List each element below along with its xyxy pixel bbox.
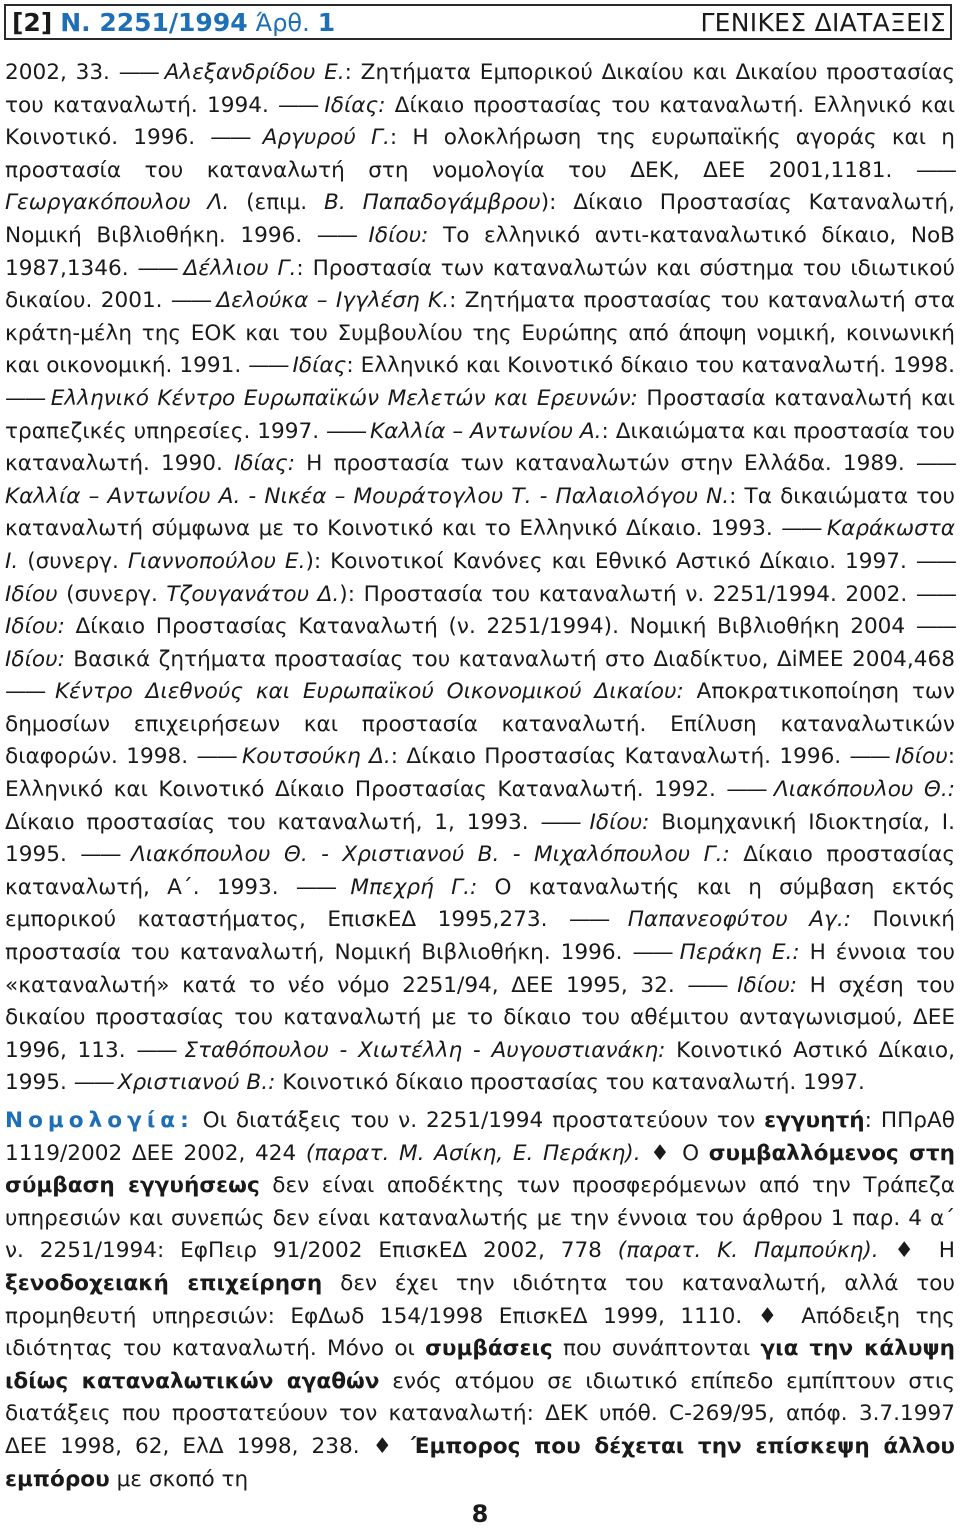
case-law-paragraph: Νομολογία: Οι διατάξεις του ν. 2251/1994 προστατεύουν τον εγγυητή: ΠΠρΑθ 1119/2002 ΔΕΕ 2002, 424 (παρατ. Μ. Ασίκη, Ε. Περάκη). ♦ Ο συμβαλλόμενος στη σύμβαση εγγυήσεως δεν είναι αποδέκτης των προσφερόμενων από την Τράπεζα υπηρεσιών και συνεπώς δεν είναι καταναλωτής με την έννοια του άρθρου 1 παρ. 4 α΄ ν. 2251/1994: ΕφΠειρ 91/2002 ΕπισκΕΔ 2002, 778 (παρατ. Κ. Παμπούκη). ♦ Η ξενοδοχειακή επιχείρηση δεν έχει την ιδιότητα του καταναλωτή, αλλά του προμηθευτή υπηρεσιών: ΕφΔωδ 154/1998 ΕπισκΕΔ 1999, 1110. ♦ Απόδειξη της ιδιότητας του καταναλωτή. Μόνο οι συμβάσεις που συνάπτονται για την κάλυψη ιδίως καταναλωτικών αγαθών ενός ατόμου σε ιδιωτικό επίπεδο εμπίπτουν στις διατάξεις που προστατεύουν τον καταναλωτή: ΔΕΚ υπόθ. C-269/95, απόφ. 3.7.1997 ΔΕΕ 1998, 62, ΕλΔ 1998, 238. ♦ Έμπορος που δέχεται την επίσκεψη άλλου εμπόρου με σκοπό τη [5, 1108, 956, 1492]
diamond-bullet-icon: ♦ [878, 1238, 939, 1264]
section-title: ΓΕΝΙΚΕΣ ΔΙΑΤΑΞΕΙΣ [700, 7, 946, 37]
bibliography-paragraph: 2002, 33. —— Αλεξανδρίδου Ε.: Ζητήματα Εμπορικού Δικαίου και Δικαίου προστασίας του καταναλωτή. 1994. —— Ιδίας: Δίκαιο προστασίας του καταναλωτή. Ελληνικό και Κοινοτικό. 1996. —— Αργυρού Γ.: Η ολοκλήρωση της ευρωπαϊκής αγοράς και η προστασία του καταναλωτή στη νομολογία του ΔΕΚ, ΔΕΕ 2001,1181. —— Γεωργακόπουλου Λ. (επιμ. Β. Παπαδογάμβρου): Δίκαιο Προστασίας Καταναλωτή, Νομική Βιβλιοθήκη. 1996. —— Ιδίου: Το ελληνικό αντι-καταναλωτικό δίκαιο, ΝοΒ 1987,1346. —— Δέλλιου Γ.: Προστασία των καταναλωτών και σύστημα του ιδιωτικού δικαίου. 2001. —— Δελούκα – Ιγγλέση Κ.: Ζητήματα προστασίας του καταναλωτή στα κράτη-μέλη της ΕΟΚ και του Συμβουλίου της Ευρώπης από άποψη νομική, κοινωνική και οικονομική. 1991. —— Ιδίας: Ελληνικό και Κοινοτικό δίκαιο του καταναλωτή. 1998. —— Ελληνικό Κέντρο Ευρωπαϊκών Μελετών και Ερευνών: Προστασία καταναλωτή και τραπεζικές υπηρεσίες. 1997. —— Καλλία – Αντωνίου Α.: Δικαιώματα και προστασία του καταναλωτή. 1990. Ιδίας: Η προστασία των καταναλωτών στην Ελλάδα. 1989. —— Καλλία – Αντωνίου Α. - Νικέα – Μουράτογλου Τ. - Παλαιολόγου Ν.: Τα δικαιώματα του καταναλωτή σύμφωνα με το Κοινοτικό και το Ελληνικό Δίκαιο. 1993. —— Καράκωστα Ι. (συνεργ. Γιαννοπούλου Ε.): Κοινοτικοί Κανόνες και Εθνικό Αστικό Δίκαιο. 1997. —— Ιδίου (συνεργ. Τζουγανάτου Δ.): Προστασία του καταναλωτή ν. 2251/1994. 2002. —— Ιδίου: Δίκαιο Προστασίας Καταναλωτή (ν. 2251/1994). Νομική Βιβλιοθήκη 2004 —— Ιδίου: Βασικά ζητήματα προστασίας του καταναλωτή στο Διαδίκτυο, ΔiΜΕΕ 2004,468—— Κέντρο Διεθνούς και Ευρωπαϊκού Οικονομικού Δικαίου: Αποκρατικοποίηση των δημοσίων επιχειρήσεων και προστασία καταναλωτή. Επίλυση καταναλωτικών διαφορών. 1998. —— Κουτσούκη Δ.: Δίκαιο Προστασίας Καταναλωτή. 1996. —— Ιδίου: Ελληνικό και Κοινοτικό Δίκαιο Προστασίας Καταναλωτή. 1992. —— Λιακόπουλου Θ.: Δίκαιο προστασίας του καταναλωτή, 1, 1993. —— Ιδίου: Βιομηχανική Ιδιοκτησία, Ι. 1995. —— Λιακόπουλου Θ. - Χριστιανού Β. - Μιχαλόπουλου Γ.: Δίκαιο προστασίας καταναλωτή, Α΄. 1993. —— Μπεχρή Γ.: Ο καταναλωτής και η σύμβαση εκτός εμπορικού καταστήματος, ΕπισκΕΔ 1995,273. —— Παπανεοφύτου Αγ.: Ποινική προστασία του καταναλωτή, Νομική Βιβλιοθήκη. 1996. —— Περάκη Ε.: Η έννοια του «καταναλωτή» κατά το νέο νόμο 2251/94, ΔΕΕ 1995, 32. —— Ιδίου: Η σχέση του δικαίου προστασίας του καταναλωτή με το δίκαιο του αθέμιτου ανταγωνισμού, ΔΕΕ 1996, 113. —— Σταθόπουλου - Χιωτέλλη - Αυγουστιανάκη: Κοινοτικό Αστικό Δίκαιο, 1995. —— Χριστιανού Β.: Κοινοτικό δίκαιο προστασίας του καταναλωτή. 1997. [5, 60, 956, 1096]
header-law-reference [12, 8, 335, 37]
diamond-bullet-icon: ♦ [640, 1140, 683, 1166]
article-word: Άρθ. [255, 8, 310, 37]
diamond-bullet-icon: ♦ [359, 1433, 412, 1459]
page-number: 8 [471, 1500, 489, 1528]
law-number: Ν. 2251/1994 [60, 7, 248, 37]
body-text [5, 57, 955, 1496]
running-header [4, 4, 952, 40]
diamond-bullet-icon: ♦ [742, 1303, 802, 1329]
article-number: 1 [317, 7, 336, 37]
section-number: [2] [12, 7, 53, 37]
case-law-label: Νομολογία: [5, 1108, 194, 1133]
